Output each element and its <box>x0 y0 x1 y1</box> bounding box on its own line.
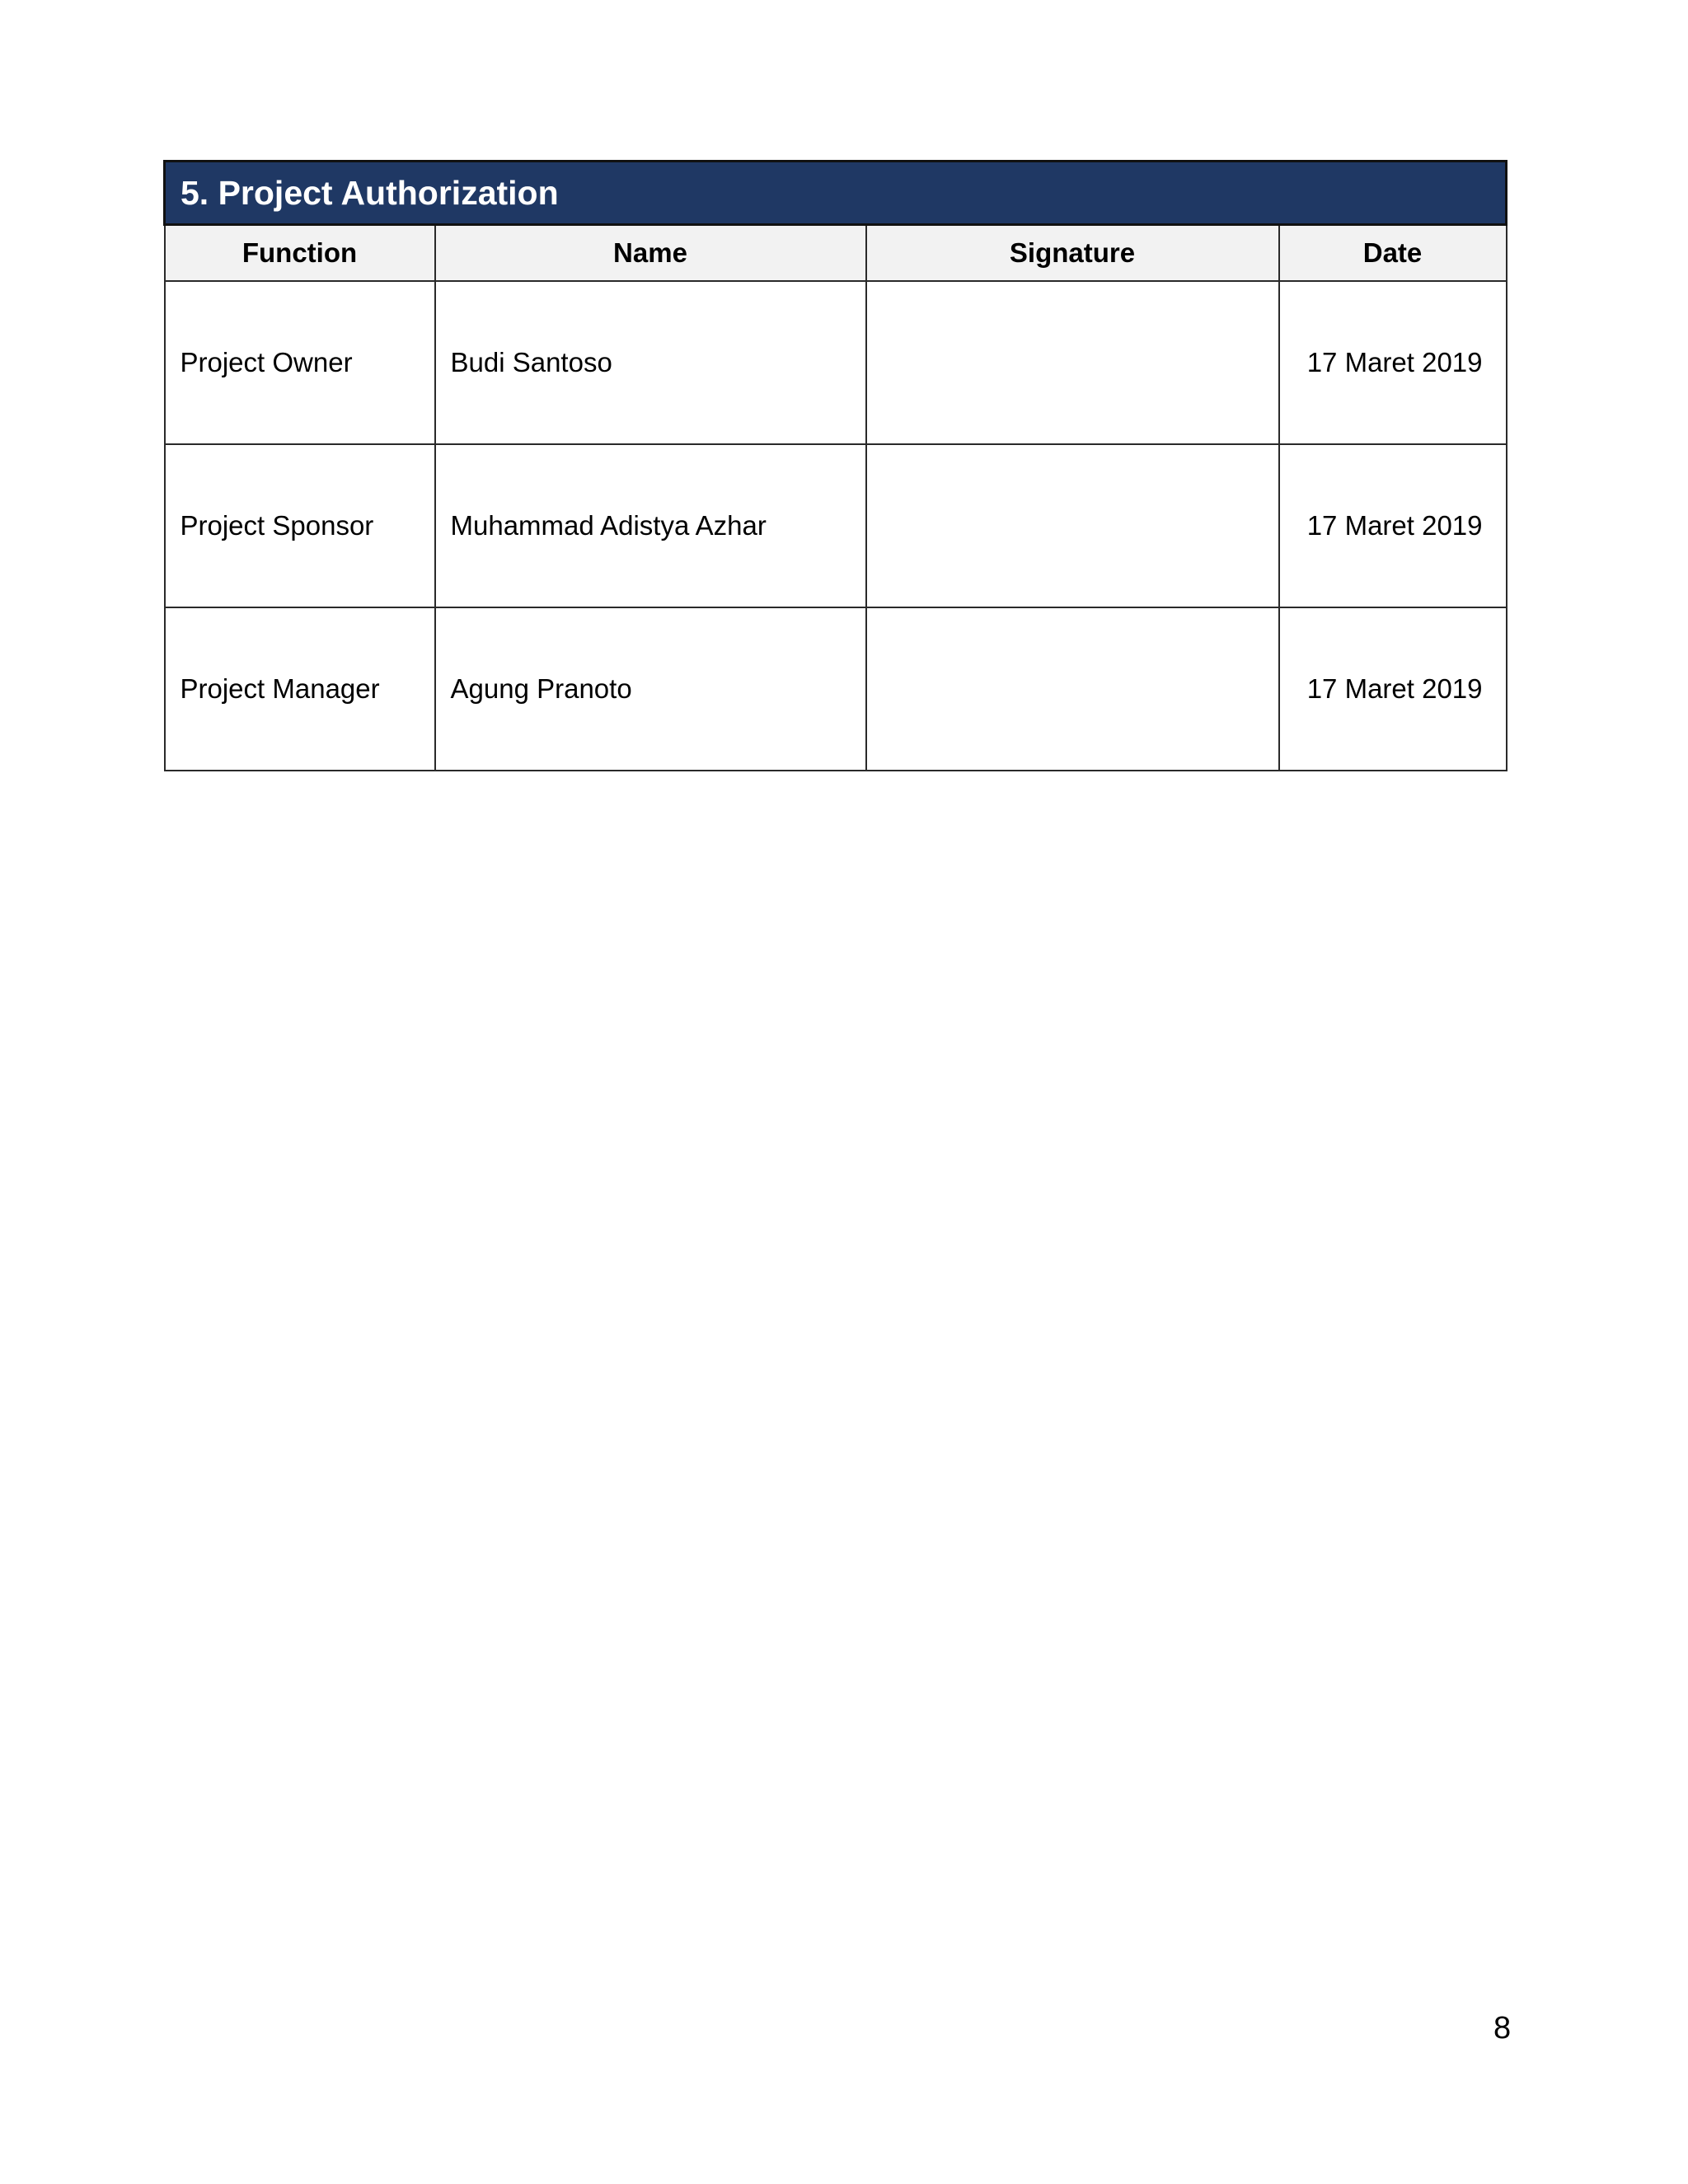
date-cell: 17 Maret 2019 <box>1279 281 1507 444</box>
page-number: 8 <box>1493 2011 1512 2046</box>
name-cell: Muhammad Adistya Azhar <box>435 444 866 607</box>
table-header-row <box>165 225 1507 282</box>
function-cell: Project Owner <box>165 281 435 444</box>
header-name: Name <box>435 225 866 282</box>
date-cell: 17 Maret 2019 <box>1279 607 1507 771</box>
header-date: Date <box>1279 225 1507 282</box>
signature-cell <box>866 281 1279 444</box>
authorization-table <box>163 160 1507 771</box>
section-title-row <box>165 162 1507 225</box>
signature-cell <box>866 607 1279 771</box>
header-function: Function <box>165 225 435 282</box>
section-title: 5. Project Authorization <box>165 162 1507 225</box>
signature-cell <box>866 444 1279 607</box>
name-cell: Budi Santoso <box>435 281 866 444</box>
name-cell: Agung Pranoto <box>435 607 866 771</box>
function-cell: Project Manager <box>165 607 435 771</box>
header-signature: Signature <box>866 225 1279 282</box>
function-cell: Project Sponsor <box>165 444 435 607</box>
table-row <box>165 607 1507 771</box>
table-row <box>165 444 1507 607</box>
table-row <box>165 281 1507 444</box>
date-cell: 17 Maret 2019 <box>1279 444 1507 607</box>
